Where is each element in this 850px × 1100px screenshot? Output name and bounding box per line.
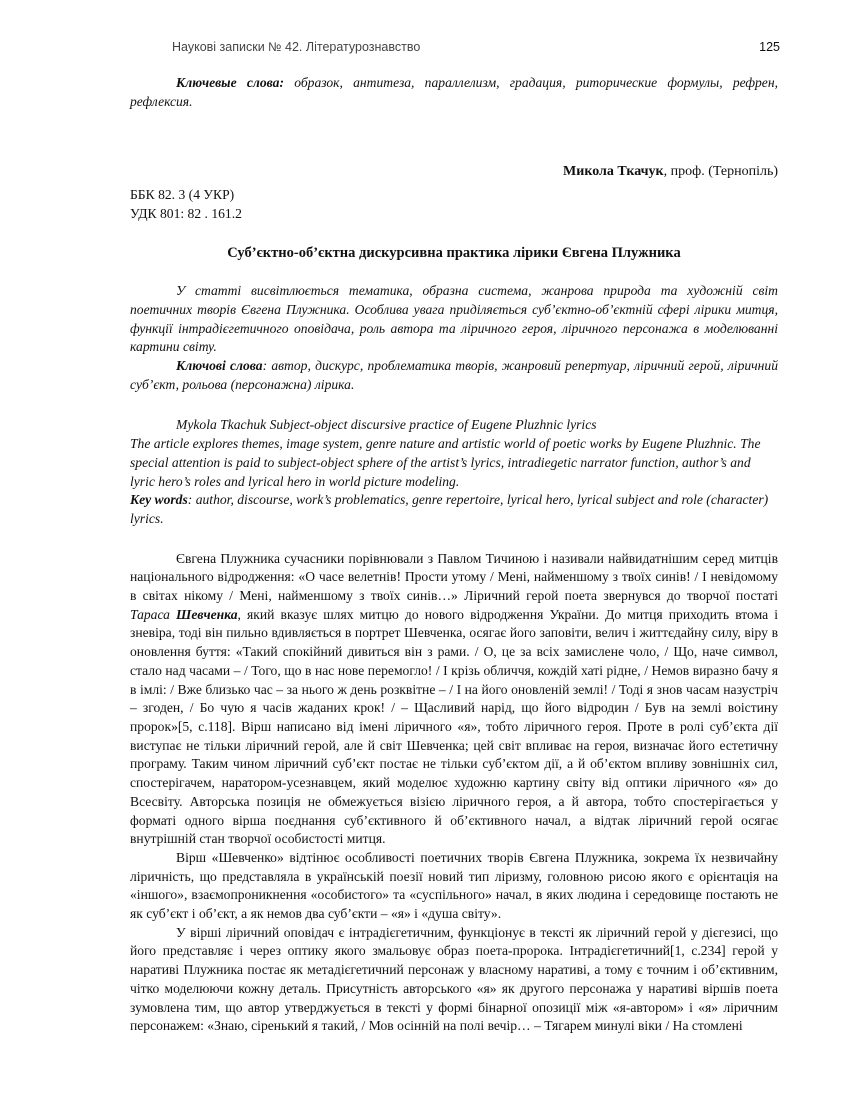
author-affiliation: , проф. (Тернопіль) [663, 164, 778, 180]
page-number: 125 [759, 40, 780, 54]
body-paragraph-3: У вірші ліричний оповідач є інтрадієгетичним, функціонує в тексті як ліричний герой у дієгезисі, що його представляє і через оптику якого змальовує образ поета-пророка. Інтрадієгетичний[1, с.234] герой у наративі Плужника постає як метадієгетичний персонаж у власному наративі, а тому є точним і об’єктивним, чітко моделюючи кожну деталь. Присутність авторського «я» як другого персонажа у наративі віршів поета зумовлена тим, що автор утверджується в тексті у формі бінарної опозиції між «я-автором» і «я» ліричним персонажем: «Знаю, сіренький я такий, / Мов осінній на полі вечір… – Тягарем минулі віки / На стомлені [130, 924, 778, 1034]
shevchenko-first-name: Тараса [130, 606, 177, 622]
article-body [130, 550, 778, 1036]
article-title: Суб’єктно-об’єктна дискурсивна практика лірики Євгена Плужника [227, 244, 681, 261]
running-header [172, 40, 780, 58]
udk-code: УДК 801: 82 . 161.2 [130, 205, 242, 221]
article-content [130, 74, 778, 1036]
abstract-english-block [130, 416, 778, 528]
english-title-line: Mykola Tkachuk Subject-object discursive practice of Eugene Pluzhnic lyrics [176, 417, 597, 433]
keywords-ua-text: : автор, дискурс, проблематика творів, жанровий репертуар, ліричний герой, ліричний суб’єкт, рольова (персонажна) лірика. [130, 358, 778, 392]
abstract-english: The article explores themes, image system, genre nature and artistic world of poetic works by Eugene Pluzhnic. The special attention is paid to subject-object sphere of the artist’s lyrics, intradiegetic narrator function, author’s and lyric hero’s roles and lyrical hero in world picture modeling. [130, 436, 761, 489]
previous-article-keywords [130, 74, 778, 111]
keywords-english [130, 491, 778, 528]
keywords-en-text: : author, discourse, work’s problematics, genre repertoire, lyrical hero, lyrical subject and role (character) lyrics. [130, 492, 769, 526]
journal-title: Наукові записки № 42. Літературознавство [172, 40, 421, 54]
paragraph-1-rest: , який вказує шлях митцю до нового відродження України. До митця приходить втома і зневіра, тоді він пильно вдивляється в портрет Шевченка, осягає його заповіти, велич і життєдайну силу, віру в оновлення буття: «Такий спокійний дивиться він з рами. / О, це за всіх замислене чоло, / Що, наче символ, стало над часами – / Того, що в нас нове перемогло! / І крізь обличчя, кождій хаті рідне, / Немов виразно бачу я в імлі: / Вже близько час – за нього ж день розквітне – / І на його оновленій землі! / Тоді я знов часам назустріч – згоден, / Бо чую я часів жаданих крок! / – Щасливий нарід, що його відродин / Був на землі воістину пророк»[5, с.118]. Вірш написано від імені ліричного «я», тобто ліричного героя. Проте в ролі суб’єкта дії виступає не тільки ліричний герой, але й світ Шевченка; цей світ впливає на героя, визначає його естетичну програму. Таким чином ліричний суб’єкт постає не тільки суб’єктом дії, а й об’єктом впливу зовнішніх сил, спостерігачем, наратором-усезнавцем, який моделює художню картину світу від оптики ліричного «я» до Всесвіту. Авторська позиція не обмежується візією ліричного героя, а й автора, тобто спостерігається у форматі одного вірша поєднання суб’єктивного й об’єктивного начал, а відтак ліричний герой осягає внутрішній стан творчої особистості митця. [130, 606, 778, 847]
body-paragraph-1 [130, 550, 778, 849]
paragraph-1-start: Євгена Плужника сучасники порівнювали з Павлом Тичиною і називали найвидатнішим серед митців національного відродження: «О часе велетнів! Прости утому / Мені, найменшому з твоїх синів! / І невідомому в світах нікому / Мені, найменшому з твоїх синів…» Ліричний герой поета звернувся до творчої постаті [130, 550, 778, 604]
keywords-ukrainian [130, 357, 778, 394]
classification-codes [130, 186, 778, 223]
body-paragraph-2: Вірш «Шевченко» відтінює особливості поетичних творів Євгена Плужника, зокрема їх незвичайну ліричність, що представляла в українській поезії новий тип ліризму, головною рисою якого є орієнтація на «іншого», взаємопроникнення «особистого» та «суспільного» начал, в яких людина і середовище постають не як суб’єкт і об’єкт, а як немов два суб’єкти – «я» і «душа світу». [130, 849, 778, 922]
keywords-ua-label: Ключові слова [176, 358, 263, 374]
previous-keywords-text: образок, антитеза, параллелизм, градация, риторические формулы, рефрен, рефлексия. [130, 75, 778, 109]
bbk-code: ББК 82. 3 (4 УКР) [130, 187, 235, 203]
author-line [130, 163, 778, 182]
author-name: Микола Ткачук [563, 164, 664, 180]
previous-keywords-label: Ключевые слова: [176, 75, 284, 90]
shevchenko-surname: Шевченка [176, 606, 238, 622]
abstract-ukrainian: У статті висвітлюється тематика, образна система, жанрова природа та художній світ поетичних творів Євгена Плужника. Особлива увага приділяється суб’єктно-об’єктній сфері лірики митця, функції інтрадієгетичного оповідача, роль автора та ліричного героя, ліричного персонажа в моделюванні картини світу. [130, 283, 778, 355]
keywords-en-label: Key words [130, 492, 188, 508]
